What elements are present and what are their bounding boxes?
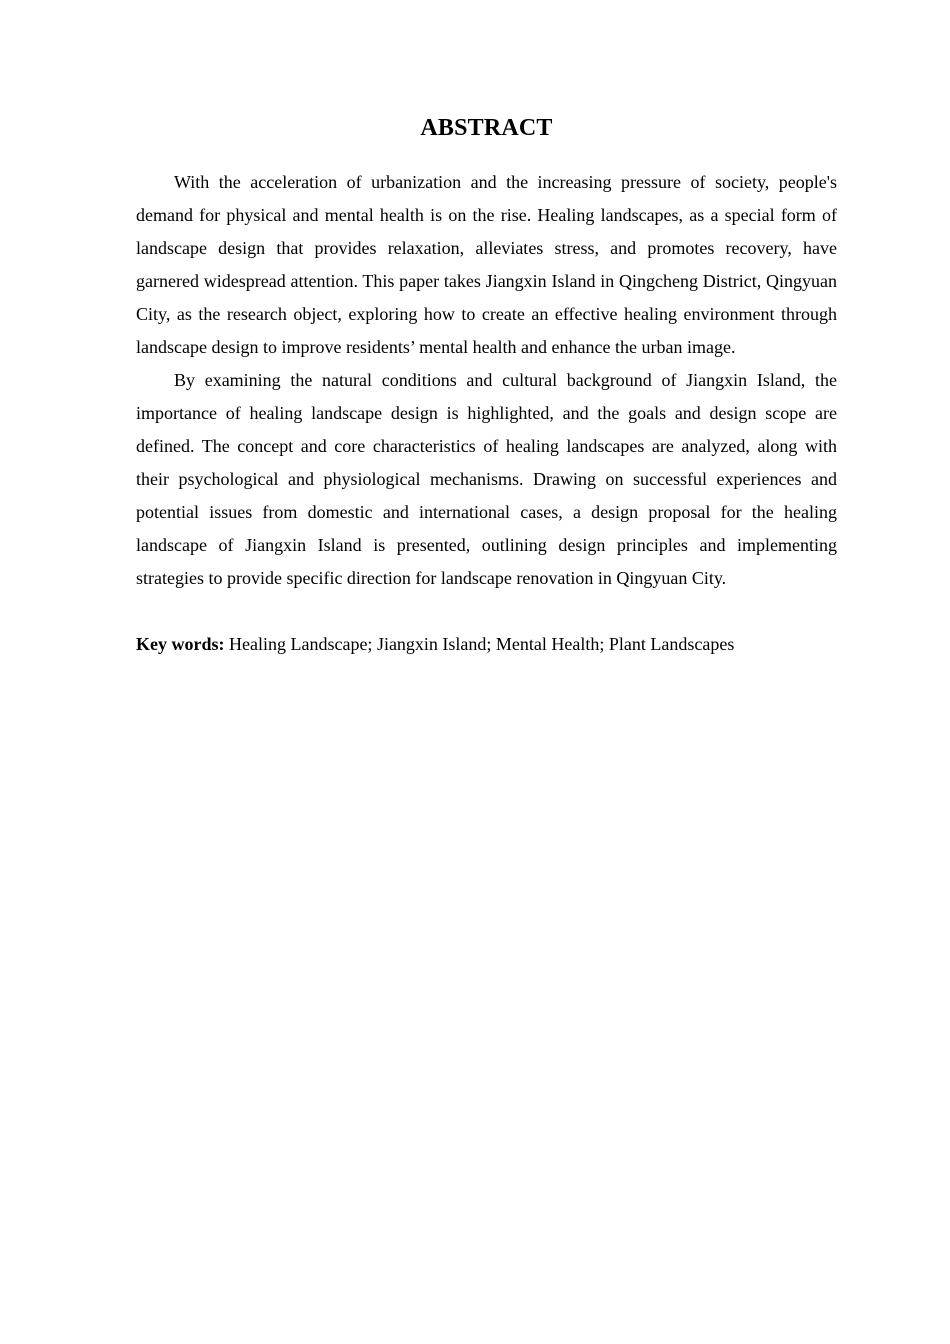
keywords-line bbox=[136, 628, 837, 661]
abstract-paragraph-2: By examining the natural conditions and cultural background of Jiangxin Island, the importance of healing landscape design is highlighted, and the goals and design scope are defined. The concept and core characteristics of healing landscapes are analyzed, along with their psychological and physiological mechanisms. Drawing on successful experiences and potential issues from domestic and international cases, a design proposal for the healing landscape of Jiangxin Island is presented, outlining design principles and implementing strategies to provide specific direction for landscape renovation in Qingyuan City. bbox=[136, 370, 837, 588]
abstract-title: ABSTRACT bbox=[420, 115, 553, 141]
abstract-paragraph-1: With the acceleration of urbanization and the increasing pressure of society, people's demand for physical and mental health is on the rise. Healing landscapes, as a special form of landscape design that provides relaxation, alleviates stress, and promotes recovery, have garnered widespread attention. This paper takes Jiangxin Island in Qingcheng District, Qingyuan City, as the research object, exploring how to create an effective healing environment through landscape design to improve residents’ mental health and enhance the urban image. bbox=[136, 172, 837, 357]
abstract-page bbox=[136, 112, 837, 661]
keywords-label: Key words: bbox=[136, 634, 225, 654]
keywords-list: Healing Landscape; Jiangxin Island; Mental Health; Plant Landscapes bbox=[224, 634, 735, 654]
